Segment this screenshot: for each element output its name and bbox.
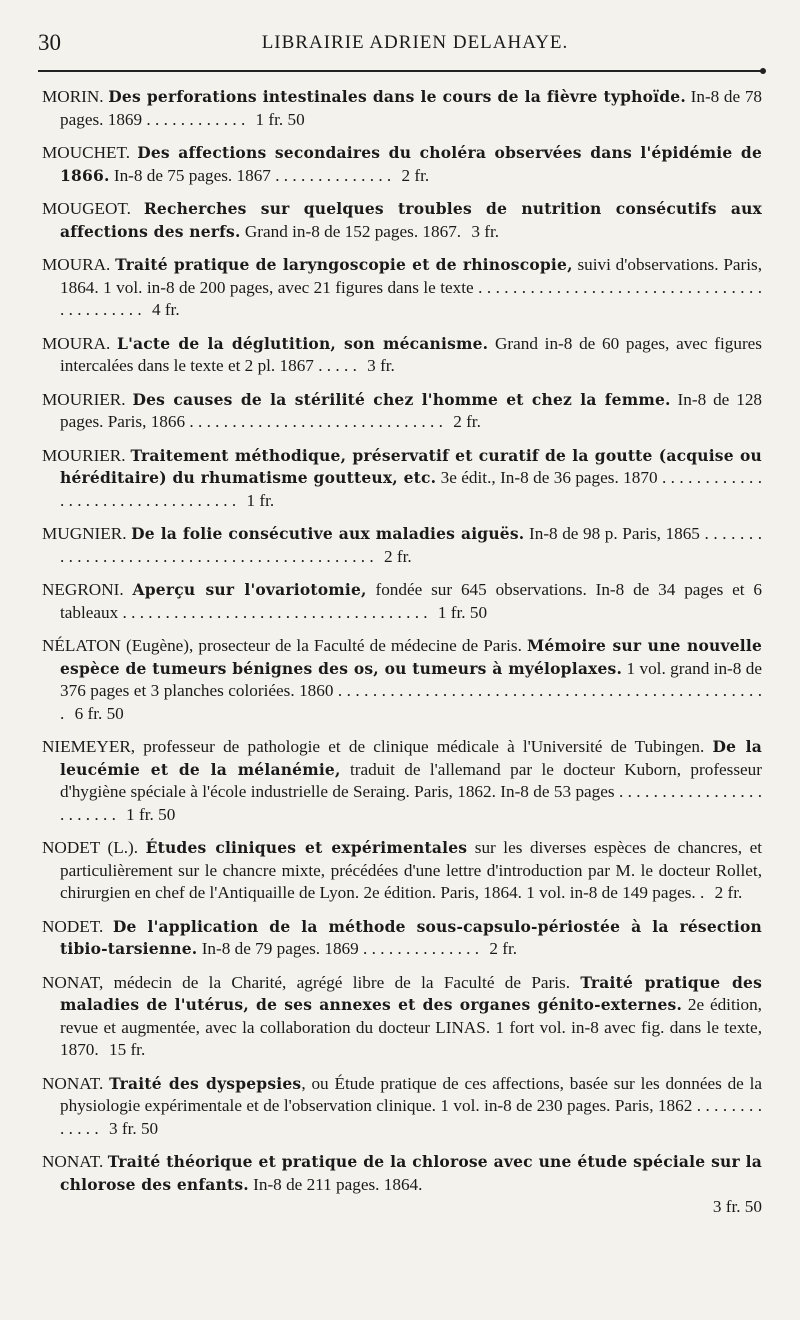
entry-title: Traité théorique et pratique de la chlorose avec une étude spéciale sur la chlorose des enfants. bbox=[60, 1152, 762, 1194]
entry-price: 1 fr. 50 bbox=[437, 602, 488, 622]
entry-details: suivi d'observations. Paris, 1864. 1 vol. in-8 de 200 pages, avec 21 figures dans le texte bbox=[60, 255, 763, 297]
entry-author: NODET. bbox=[42, 916, 104, 936]
entry-title: De l'application de la méthode sous-capsulo-périostée à la résection tibio-tarsienne. bbox=[60, 916, 762, 958]
running-head bbox=[38, 30, 762, 64]
entry-title: Traité pratique des maladies de l'utérus, de ses annexes et des organes génito-externes. bbox=[60, 972, 762, 1014]
entry-author: NODET (L.). bbox=[42, 838, 139, 857]
entry-details: fondée sur 645 observations. In-8 de 34 pages et 6 tableaux bbox=[60, 580, 763, 622]
entry-author: NONAT, médecin de la Charité, agrégé libre de la Faculté de Paris. bbox=[42, 972, 570, 992]
catalog-entry: NÉLATON (Eugène), prosecteur de la Faculté de médecine de Paris. Mémoire sur une nouvelle espèce de tumeurs bénignes des os, ou tumeurs à myéloplaxes. 1 vol. grand in-8 de 376 pages et 3 planches coloriées. 1860 . . . . . . . . . . . . . . . . . . . . . . . . . . . . . . . . . . . . . . . . . . . . . . . . . . 6 fr. 50 bbox=[42, 636, 763, 723]
entry-price: 3 fr. bbox=[367, 356, 395, 375]
entry-price: 3 fr. bbox=[471, 221, 500, 241]
entry-details: In-8 de 78 pages. 1869 bbox=[60, 87, 763, 129]
entry-title: Des causes de la stérilité chez l'homme et chez la femme. bbox=[132, 389, 671, 409]
entry-price: 2 fr. bbox=[489, 939, 518, 958]
entry-author: NIEMEYER, professeur de pathologie et de clinique médicale à l'Université de Tubingen. bbox=[42, 737, 705, 756]
catalog-entry bbox=[38, 972, 762, 1062]
catalog-entries bbox=[38, 86, 762, 1219]
entry-price: 4 fr. bbox=[151, 300, 180, 319]
entry-author: NONAT. bbox=[42, 1073, 104, 1093]
entry-author: MOURIER. bbox=[42, 445, 126, 465]
entry-details: 2e édition, revue et augmentée, avec la collaboration du docteur LINAS. 1 fort vol. in-8 avec fig. dans le texte, 1870. bbox=[60, 995, 762, 1059]
entry-details: Grand in-8 de 60 pages, avec figures intercalées dans le texte et 2 pl. 1867 bbox=[60, 333, 762, 375]
catalog-entry: MORIN. Des perforations intestinales dans le cours de la fièvre typhoïde. In-8 de 78 pages. 1869 . . . . . . . . . . . . 1 fr. 50 bbox=[42, 87, 763, 129]
entry-title: Traité des dyspepsies bbox=[109, 1073, 302, 1093]
entry-details: In-8 de 211 pages. 1864. bbox=[253, 1174, 423, 1194]
entry-author: NÉLATON (Eugène), prosecteur de la Faculté de médecine de Paris. bbox=[42, 636, 522, 655]
entry-title: De la folie consécutive aux maladies aiguës. bbox=[131, 524, 525, 543]
entry-details: traduit de l'allemand par le docteur Kuborn, professeur d'hygiène spéciale à l'école industrielle de Seraing. Paris, 1862. In-8 de 53 pages bbox=[60, 759, 762, 801]
entry-author: MOUGEOT. bbox=[42, 199, 131, 218]
entry-title: Mémoire sur une nouvelle espèce de tumeurs bénignes des os, ou tumeurs à myéloplaxes. bbox=[60, 636, 763, 678]
entry-title: Traitement méthodique, préservatif et curatif de la goutte (acquise ou héréditaire) du rhumatisme goutteux, etc. bbox=[60, 445, 762, 487]
entry-price: 3 fr. 50 bbox=[108, 1118, 159, 1138]
entry-price: 1 fr. bbox=[246, 490, 275, 510]
entry-details: 3e édit., In-8 de 36 pages. 1870 bbox=[440, 468, 658, 487]
entry-details: Grand in-8 de 152 pages. 1867. bbox=[244, 221, 462, 241]
catalog-entry: NONAT. Traité des dyspepsies, ou Étude pratique de ces affections, basée sur les données de la physiologie expérimentale et de l'observation clinique. 1 vol. in-8 de 230 pages. Paris, 1862 . . . . . . . . . . . . . 3 fr. 50 bbox=[42, 1073, 763, 1138]
entry-details: In-8 de 75 pages. 1867 bbox=[113, 165, 271, 185]
entry-details: In-8 de 98 p. Paris, 1865 bbox=[529, 524, 700, 543]
entry-author: MOURA. bbox=[42, 333, 111, 353]
entry-title: Études cliniques et expérimentales bbox=[145, 838, 468, 857]
entry-title: Recherches sur quelques troubles de nutrition consécutifs aux affections des nerfs. bbox=[60, 199, 762, 241]
entry-details: In-8 de 79 pages. 1869 bbox=[201, 939, 359, 958]
catalog-entry: MOURA. L'acte de la déglutition, son mécanisme. Grand in-8 de 60 pages, avec figures intercalées dans le texte et 2 pl. 1867 . . . . . 3 fr. bbox=[42, 333, 762, 375]
entry-author: NEGRONI. bbox=[42, 580, 124, 599]
entry-title: Aperçu sur l'ovariotomie, bbox=[132, 580, 367, 599]
entry-title: L'acte de la déglutition, son mécanisme. bbox=[117, 333, 489, 353]
catalog-entry: NODET (L.). Études cliniques et expérimentales sur les diverses espèces de chancres, et particulièrement sur le chancre mixte, précédées d'une lettre d'introduction par M. le docteur Rollet, chirurgien en chef de l'Antiquaille de Lyon. 2e édition. Paris, 1864. 1 vol. in-8 de 149 pages. . 2 fr. bbox=[42, 838, 763, 902]
catalog-entry: NEGRONI. Aperçu sur l'ovariotomie, fondée sur 645 observations. In-8 de 34 pages et 6 tableaux . . . . . . . . . . . . . . . . . . . . . . . . . . . . . . . . . . . . 1 fr. 50 bbox=[42, 580, 763, 622]
running-title: LIBRAIRIE ADRIEN DELAHAYE. bbox=[261, 32, 569, 53]
entry-price: 3 fr. 50 bbox=[712, 1197, 762, 1216]
entry-price: 2 fr. bbox=[714, 883, 743, 902]
entry-author: MOURIER. bbox=[42, 389, 126, 409]
header-rule bbox=[38, 70, 762, 72]
entry-details: sur les diverses espèces de chancres, et particulièrement sur le chancre mixte, précédées d'une lettre d'introduction par M. le docteur Rollet, chirurgien en chef de l'Antiquaille de Lyon. 2e édition. Paris, 1864. 1 vol. in-8 de 149 pages bbox=[60, 838, 763, 902]
entry-author: MUGNIER. bbox=[42, 524, 127, 543]
entry-title: Des affections secondaires du choléra observées dans l'épidémie de 1866. bbox=[60, 143, 763, 185]
catalog-entry bbox=[38, 1151, 762, 1219]
entry-price: 15 fr. bbox=[108, 1040, 146, 1059]
entry-author: MORIN. bbox=[42, 87, 104, 106]
catalog-entry: MUGNIER. De la folie consécutive aux maladies aiguës. In-8 de 98 p. Paris, 1865 . . . . . . . . . . . . . . . . . . . . . . . . . . . . . . . . . . . . . . . . . . . . 2 fr. bbox=[42, 524, 763, 566]
catalog-entry bbox=[38, 198, 762, 243]
entry-details: In-8 de 128 pages. Paris, 1866 bbox=[60, 389, 763, 431]
entry-price: 1 fr. 50 bbox=[255, 109, 305, 129]
entry-price: 2 fr. bbox=[453, 412, 481, 431]
page-number: 30 bbox=[38, 30, 61, 55]
catalog-entry: MOURIER. Des causes de la stérilité chez l'homme et chez la femme. In-8 de 128 pages. Paris, 1866 . . . . . . . . . . . . . . . . . . . . . . . . . . . . . . 2 fr. bbox=[42, 389, 763, 431]
catalog-entry: MOURA. Traité pratique de laryngoscopie et de rhinoscopie, suivi d'observations. Paris, 1864. 1 vol. in-8 de 200 pages, avec 21 figures dans le texte . . . . . . . . . . . . . . . . . . . . . . . . . . . . . . . . . . . . . . . . . . . 4 fr. bbox=[42, 255, 763, 319]
catalog-entry: MOUCHET. Des affections secondaires du choléra observées dans l'épidémie de 1866. In-8 de 75 pages. 1867 . . . . . . . . . . . . . . 2 fr. bbox=[42, 143, 763, 185]
entry-title: Des perforations intestinales dans le cours de la fièvre typhoïde. bbox=[108, 87, 686, 106]
entry-title: Traité pratique de laryngoscopie et de rhinoscopie, bbox=[115, 255, 573, 274]
entry-title: De la leucémie et de la mélanémie, bbox=[60, 737, 762, 779]
entry-price: 1 fr. 50 bbox=[126, 804, 176, 824]
catalog-entry: MOURIER. Traitement méthodique, préservatif et curatif de la goutte (acquise ou héréditaire) du rhumatisme goutteux, etc. 3e édit., In-8 de 36 pages. 1870 . . . . . . . . . . . . . . . . . . . . . . . . . . . . . . . . . 1 fr. bbox=[42, 445, 763, 510]
entry-price: 6 fr. 50 bbox=[74, 703, 124, 723]
entry-author: MOURA. bbox=[42, 255, 111, 274]
entry-price: 2 fr. bbox=[401, 165, 430, 185]
catalog-entry: NIEMEYER, professeur de pathologie et de clinique médicale à l'Université de Tubingen. De la leucémie et de la mélanémie, traduit de l'allemand par le docteur Kuborn, professeur d'hygiène spéciale à l'école industrielle de Seraing. Paris, 1862. In-8 de 53 pages . . . . . . . . . . . . . . . . . . . . . . . . 1 fr. 50 bbox=[42, 737, 762, 824]
entry-details: , ou Étude pratique de ces affections, basée sur les données de la physiologie expérimentale et de l'observation clinique. 1 vol. in-8 de 230 pages. Paris, 1862 bbox=[60, 1073, 763, 1115]
catalog-entry: NODET. De l'application de la méthode sous-capsulo-périostée à la résection tibio-tarsienne. In-8 de 79 pages. 1869 . . . . . . . . . . . . . . 2 fr. bbox=[42, 916, 762, 958]
entry-author: NONAT. bbox=[42, 1152, 104, 1171]
entry-details: 1 vol. grand in-8 de 376 pages et 3 planches coloriées. 1860 bbox=[60, 658, 763, 700]
entry-author: MOUCHET. bbox=[42, 143, 131, 162]
entry-price: 2 fr. bbox=[383, 546, 412, 566]
